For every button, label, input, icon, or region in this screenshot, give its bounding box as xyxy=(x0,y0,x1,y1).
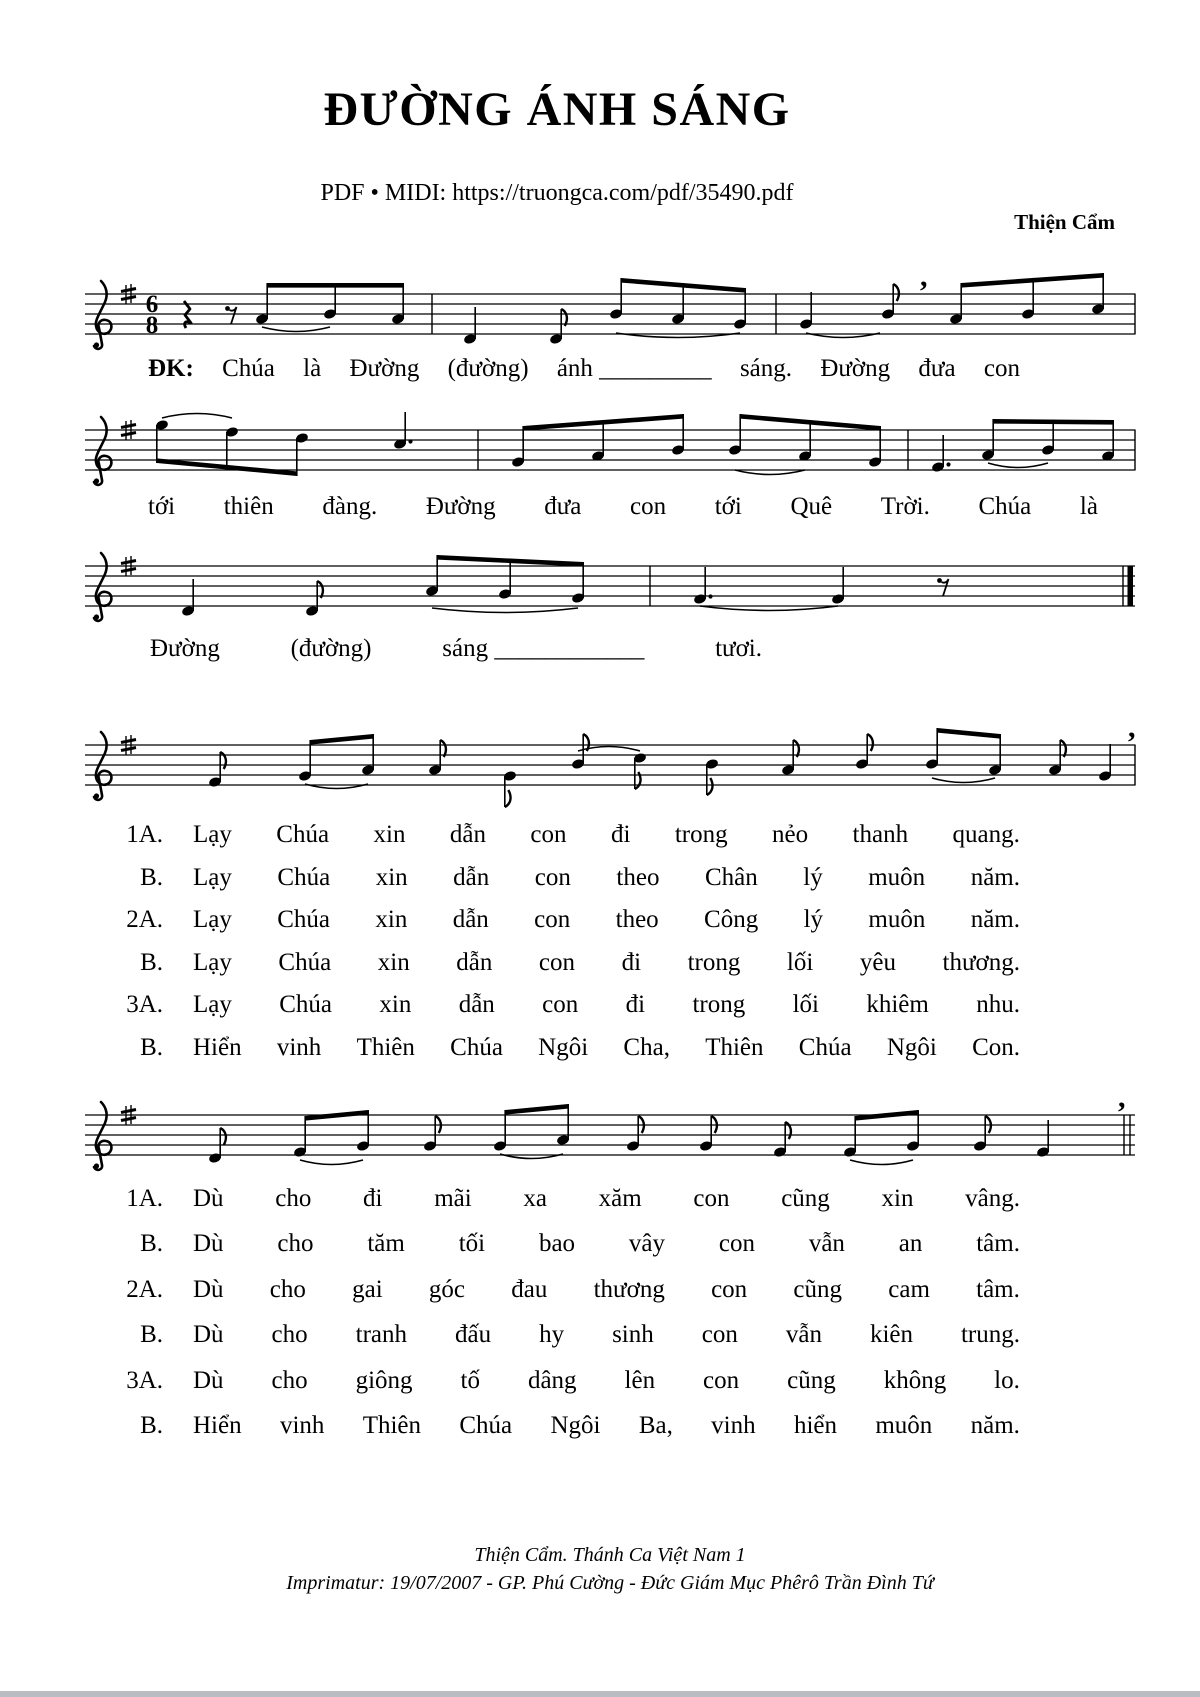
lyric-word: dẫn xyxy=(452,906,489,934)
lyric-word: thanh xyxy=(852,821,909,848)
lyric-syllable: sáng ____________ xyxy=(442,635,645,662)
lyric-word: Công xyxy=(704,906,759,934)
verse-row xyxy=(105,950,1020,993)
lyric-word: vinh xyxy=(276,1033,322,1061)
verse-row xyxy=(105,1368,1020,1413)
lyric-word: lối xyxy=(786,948,814,976)
svg-text:6: 6 xyxy=(145,291,159,318)
verse-words xyxy=(193,1277,1020,1322)
verse-label: B. xyxy=(140,948,163,976)
verse-words xyxy=(193,992,1020,1035)
lyric-word: con xyxy=(693,1185,730,1212)
verse-label: 2A. xyxy=(126,1275,163,1303)
footer-source-credit: Thiện Cẩm. Thánh Ca Việt Nam 1 xyxy=(474,1544,746,1566)
lyric-word: Hiển xyxy=(193,1033,242,1061)
lyric-word: nẻo xyxy=(772,821,809,848)
lyric-word: đi xyxy=(621,948,642,976)
lyric-word: Chúa xyxy=(798,1033,852,1061)
lyric-syllable: Quê xyxy=(790,493,833,520)
lyric-word: hy xyxy=(539,1321,565,1349)
svg-text:,: , xyxy=(1128,711,1136,744)
lyric-word: muôn xyxy=(875,1411,933,1439)
lyric-word: Dù xyxy=(193,1230,224,1258)
verse-words xyxy=(193,950,1020,993)
lyric-word: Lạy xyxy=(193,948,232,976)
verse-label: 1A. xyxy=(126,1185,163,1212)
lyric-word: lo. xyxy=(994,1366,1020,1394)
verse-row xyxy=(105,907,1020,950)
lyric-word: dẫn xyxy=(453,863,490,891)
lyric-word: xin xyxy=(881,1185,914,1212)
svg-text:,: , xyxy=(920,260,928,293)
lyric-word: tố xyxy=(460,1366,480,1394)
lyric-word: xa xyxy=(523,1185,547,1212)
lyric-word: năm. xyxy=(970,1411,1020,1439)
lyric-word: con xyxy=(701,1321,738,1349)
verse-words xyxy=(193,1035,1020,1078)
lyric-word: xin xyxy=(375,906,408,934)
lyric-word: vẫn xyxy=(808,1230,845,1258)
lyric-word: quang. xyxy=(952,821,1020,848)
music-staff xyxy=(85,412,1135,485)
lyric-word: Thiên xyxy=(356,1033,415,1061)
lyric-word: con xyxy=(703,1366,740,1394)
chorus-lyrics-line-2 xyxy=(148,494,1098,519)
lyric-word: trong xyxy=(692,991,746,1019)
verse-words xyxy=(193,907,1020,950)
lyric-word: thương. xyxy=(942,948,1020,976)
verse-row xyxy=(105,1231,1020,1276)
lyric-word: lý xyxy=(803,906,824,934)
lyric-word: Lạy xyxy=(193,821,232,848)
verse-words xyxy=(193,865,1020,908)
lyric-word: Dù xyxy=(193,1366,224,1394)
lyric-word: góc xyxy=(428,1275,466,1303)
lyric-word: cho xyxy=(269,1275,306,1303)
lyric-word: đi xyxy=(363,1185,383,1212)
verse-label: 2A. xyxy=(126,906,163,934)
lyric-syllable: là xyxy=(1079,493,1098,520)
lyric-word: Chúa xyxy=(450,1033,503,1061)
verse-row xyxy=(105,1413,1020,1458)
lyric-word: đi xyxy=(610,821,631,848)
lyric-word: Chân xyxy=(704,863,758,891)
lyric-syllable: con xyxy=(983,355,1020,382)
lyric-syllable: Đường xyxy=(820,355,891,382)
music-staff xyxy=(85,711,1136,807)
lyric-word: tâm. xyxy=(976,1230,1020,1258)
lyric-word: con xyxy=(534,863,571,891)
lyric-syllable: Đường xyxy=(425,493,496,520)
lyric-syllable: đàng. xyxy=(322,493,378,520)
lyric-word: dâng xyxy=(527,1366,577,1394)
lyric-word: muôn xyxy=(868,863,926,891)
svg-text:,: , xyxy=(1118,1081,1126,1114)
lyric-syllable: ĐK: xyxy=(148,355,194,382)
lyric-word: không xyxy=(883,1366,947,1394)
lyric-word: hiển xyxy=(793,1411,837,1439)
chorus-lyrics-line-1 xyxy=(148,356,1020,381)
lyric-syllable: đưa xyxy=(918,355,956,382)
composer-name: Thiện Cẩm xyxy=(1014,210,1115,234)
lyric-syllable: Chúa xyxy=(222,355,275,382)
verse-label: B. xyxy=(140,863,163,891)
lyric-word: sinh xyxy=(612,1321,654,1349)
verse-label: B. xyxy=(140,1033,163,1061)
lyric-word: khiêm xyxy=(866,991,929,1019)
lyric-word: Hiển xyxy=(193,1411,242,1439)
footer-imprimatur: Imprimatur: 19/07/2007 - GP. Phú Cường - Đức Giám Mục Phêrô Trần Đình Tứ xyxy=(286,1572,934,1594)
lyric-syllable: ánh _________ xyxy=(556,355,712,382)
page-title: ĐƯỜNG ÁNH SÁNG xyxy=(323,83,791,136)
verse-words xyxy=(193,1413,1020,1458)
lyric-word: vây xyxy=(628,1230,666,1258)
verse-label: B. xyxy=(140,1321,163,1349)
lyric-word: theo xyxy=(615,906,659,934)
verse-words xyxy=(193,1368,1020,1413)
lyric-word: theo xyxy=(616,863,660,891)
lyric-word: Dù xyxy=(193,1185,224,1212)
lyric-word: xin xyxy=(379,991,412,1019)
verse-block-2 xyxy=(105,1186,1020,1458)
lyric-word: dẫn xyxy=(449,821,486,848)
lyric-word: mãi xyxy=(434,1185,472,1212)
lyric-word: yêu xyxy=(859,948,896,976)
lyric-word: Thiên xyxy=(362,1411,422,1439)
lyric-word: cho xyxy=(275,1185,312,1212)
verse-label: B. xyxy=(140,1230,163,1258)
lyric-word: nhu. xyxy=(976,991,1020,1019)
lyric-word: đấu xyxy=(455,1321,492,1349)
lyric-word: cũng xyxy=(793,1275,843,1303)
music-staff xyxy=(85,553,1135,621)
verse-words xyxy=(193,1231,1020,1276)
lyric-word: dẫn xyxy=(456,948,493,976)
lyric-word: tăm xyxy=(367,1230,405,1258)
verse-row xyxy=(105,1322,1020,1367)
lyric-word: vâng. xyxy=(965,1185,1020,1212)
lyric-word: thương xyxy=(593,1275,665,1303)
lyric-word: năm. xyxy=(970,863,1020,891)
lyric-word: cho xyxy=(277,1230,314,1258)
lyric-word: xin xyxy=(375,863,408,891)
lyric-word: vinh xyxy=(279,1411,325,1439)
lyric-word: trong xyxy=(674,821,728,848)
lyric-word: xin xyxy=(377,948,410,976)
verse-words xyxy=(193,1186,1020,1231)
lyric-word: cũng xyxy=(781,1185,830,1212)
verse-words xyxy=(193,822,1020,865)
lyric-word: Thiên xyxy=(705,1033,764,1061)
verse-row xyxy=(105,1186,1020,1231)
lyric-word: muôn xyxy=(868,906,926,934)
lyric-word: lối xyxy=(792,991,819,1019)
lyric-word: tâm. xyxy=(976,1275,1020,1303)
verse-label: 3A. xyxy=(126,991,163,1019)
lyric-word: Chúa xyxy=(279,991,333,1019)
lyric-word: Dù xyxy=(193,1275,224,1303)
lyric-word: Chúa xyxy=(459,1411,513,1439)
lyric-word: Dù xyxy=(193,1321,224,1349)
verse-label: 1A. xyxy=(126,821,163,848)
lyric-word: tranh xyxy=(355,1321,408,1349)
page-bottom-edge xyxy=(0,1691,1200,1697)
lyric-word: con xyxy=(711,1275,748,1303)
lyric-word: con xyxy=(542,991,579,1019)
lyric-word: năm. xyxy=(970,906,1020,934)
lyric-word: Con. xyxy=(972,1033,1020,1061)
lyric-word: gai xyxy=(352,1275,383,1303)
lyric-syllable: Đường xyxy=(150,635,220,662)
lyric-word: Cha, xyxy=(623,1033,670,1061)
lyric-syllable: Trời. xyxy=(880,493,930,520)
lyric-word: xăm xyxy=(598,1185,642,1212)
verse-row xyxy=(105,992,1020,1035)
lyric-word: trung. xyxy=(960,1321,1020,1349)
verse-label: 3A. xyxy=(126,1366,163,1394)
lyric-word: Ngôi xyxy=(538,1033,589,1061)
lyric-syllable: (đường) xyxy=(447,355,529,382)
lyric-word: con xyxy=(538,948,576,976)
verse-row xyxy=(105,822,1020,865)
lyric-word: Chúa xyxy=(277,906,331,934)
verse-block-1 xyxy=(105,822,1020,1078)
lyric-word: Chúa xyxy=(278,948,332,976)
lyric-word: Ba, xyxy=(638,1411,673,1439)
lyric-syllable: thiên xyxy=(223,493,274,520)
lyric-word: con xyxy=(534,906,571,934)
lyric-word: cho xyxy=(271,1321,308,1349)
lyric-word: vẫn xyxy=(785,1321,822,1349)
lyric-word: Lạy xyxy=(193,906,232,934)
lyric-word: Chúa xyxy=(277,863,331,891)
music-staff xyxy=(85,1081,1135,1170)
lyric-word: đau xyxy=(511,1275,548,1303)
lyric-word: Lạy xyxy=(193,863,232,891)
lyric-word: Chúa xyxy=(276,821,330,848)
lyric-word: giông xyxy=(355,1366,413,1394)
lyric-syllable: (đường) xyxy=(290,635,372,662)
verse-label: B. xyxy=(140,1411,163,1439)
lyric-word: bao xyxy=(538,1230,576,1258)
lyric-word: con xyxy=(718,1230,755,1258)
lyric-syllable: là xyxy=(303,355,322,382)
lyric-syllable: tươi. xyxy=(715,635,762,662)
lyric-word: vinh xyxy=(711,1411,756,1439)
lyric-syllable: tới xyxy=(148,493,176,520)
svg-text:8: 8 xyxy=(145,312,159,339)
lyric-word: cho xyxy=(271,1366,308,1394)
lyric-word: lên xyxy=(624,1366,656,1394)
lyric-word: cam xyxy=(888,1275,930,1303)
verse-words xyxy=(193,1322,1020,1367)
lyric-word: an xyxy=(898,1230,923,1258)
lyric-word: cũng xyxy=(787,1366,836,1394)
chorus-lyrics-line-3 xyxy=(150,636,762,661)
lyric-word: kiên xyxy=(869,1321,913,1349)
verse-row xyxy=(105,1035,1020,1078)
lyric-syllable: đưa xyxy=(544,493,582,520)
lyric-syllable: con xyxy=(630,493,667,520)
lyric-word: con xyxy=(530,821,567,848)
lyric-syllable: sáng. xyxy=(739,355,793,382)
lyric-syllable: Đường xyxy=(349,355,420,382)
lyric-word: Ngôi xyxy=(886,1033,937,1061)
lyric-word: trong xyxy=(687,948,741,976)
lyric-syllable: Chúa xyxy=(978,493,1032,520)
lyric-word: tối xyxy=(458,1230,486,1258)
verse-row xyxy=(105,1277,1020,1322)
music-staff xyxy=(85,260,1135,349)
lyric-word: Lạy xyxy=(193,991,232,1019)
lyric-syllable: tới xyxy=(714,493,742,520)
lyric-word: dẫn xyxy=(458,991,495,1019)
pdf-midi-link-text: PDF • MIDI: https://truongca.com/pdf/35490.pdf xyxy=(320,180,794,206)
lyric-word: Ngôi xyxy=(550,1411,601,1439)
lyric-word: xin xyxy=(373,821,406,848)
lyric-word: lý xyxy=(803,863,823,891)
lyric-word: đi xyxy=(625,991,646,1019)
verse-row xyxy=(105,865,1020,908)
